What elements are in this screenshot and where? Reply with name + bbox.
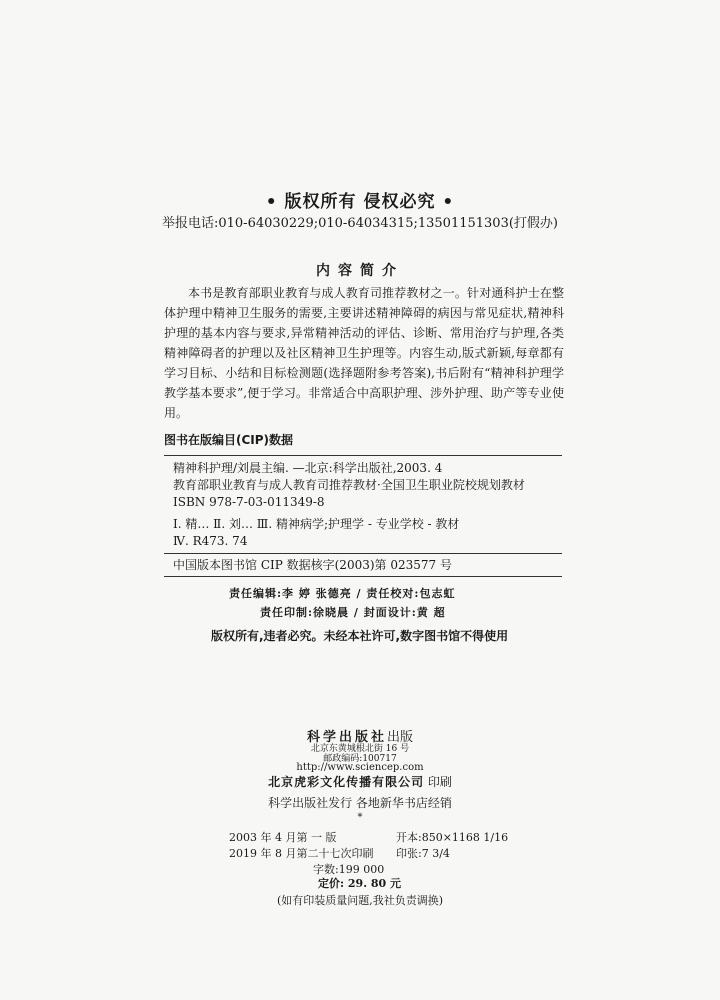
edition-word-count: 字数:199 000 (313, 863, 385, 876)
cip-isbn: ISBN 978-7-03-011349-8 (173, 495, 325, 509)
edition-latest-printing: 2019 年 8 月第二十七次印刷 (229, 847, 374, 860)
edition-sheets: 印张:7 3/4 (396, 847, 450, 860)
publisher-postcode: 邮政编码:100717 (323, 754, 397, 764)
rights-notice: 版权所有,违者必究。未经本社许可,数字图书馆不得使用 (211, 629, 509, 643)
quality-note: (如有印装质量问题,我社负责调换) (276, 894, 444, 907)
copyright-title: • 版权所有 侵权必究 • (265, 192, 455, 212)
credits-editors: 责任编辑:李 婷 张德亮 / 责任校对:包志虹 (229, 587, 456, 600)
separator-star: * (357, 812, 363, 823)
publisher-name: 科学出版社 (306, 730, 387, 745)
cip-core-data: 中国版本图书馆 CIP 数据核字(2003)第 023577 号 (173, 558, 452, 572)
cip-series-line: 教育部职业教育与成人教育司推荐教材·全国卫生职业院校规划教材 (173, 478, 525, 492)
publisher-address: 北京东黄城根北街 16 号 (310, 744, 410, 754)
edition-format: 开本:850×1168 1/16 (396, 831, 509, 844)
cip-title: 图书在版编目(CIP)数据 (164, 433, 294, 447)
price: 定价: 29. 80 元 (318, 877, 401, 890)
summary-body: 本书是教育部职业教育与成人教育司推荐教材之一。针对通科护士在整体护理中精神卫生服务的需要,主要讲述精神障碍的病因与常见症状,精神科护理的基本内容与要求,异常精神活动的评估、诊断、常用治疗与护理,各类精神障碍者的护理以及社区精神卫生护理等。内容生动,版式新颖,每章都有学习目标、小结和目标检测题(选择题附参考答案),书后附有“精神科护理学教学基本要求”,便于学习。非常适合中高职护理、涉外护理、助产等专业使用。 (164, 286, 564, 420)
printer-action: 印刷 (427, 775, 452, 789)
summary-title: 内容简介 (316, 263, 404, 279)
cip-rule-middle (164, 553, 562, 554)
cip-rule-bottom (164, 576, 562, 577)
cip-title-line: 精神科护理/刘晨主编. —北京:科学出版社,2003. 4 (173, 461, 443, 475)
distribution-line: 科学出版社发行 各地新华书店经销 (268, 796, 452, 810)
printer-name: 北京虎彩文化传播有限公司 (268, 775, 425, 789)
report-phone: 举报电话:010-64030229;010-64034315;13501151303(打假办) (161, 216, 558, 231)
cip-classification: Ⅰ. 精… Ⅱ. 刘… Ⅲ. 精神病学;护理学 - 专业学校 - 教材 (173, 517, 460, 531)
printer-line (0, 773, 720, 790)
publisher-website: http://www.sciencep.com (296, 762, 424, 773)
cip-rule-top (164, 455, 562, 456)
credits-production: 责任印制:徐晓晨 / 封面设计:黄 超 (260, 606, 446, 619)
cip-class-number: Ⅳ. R473. 74 (173, 534, 248, 548)
edition-first: 2003 年 4 月第 一 版 (229, 831, 337, 844)
publisher-action: 出版 (387, 730, 414, 745)
